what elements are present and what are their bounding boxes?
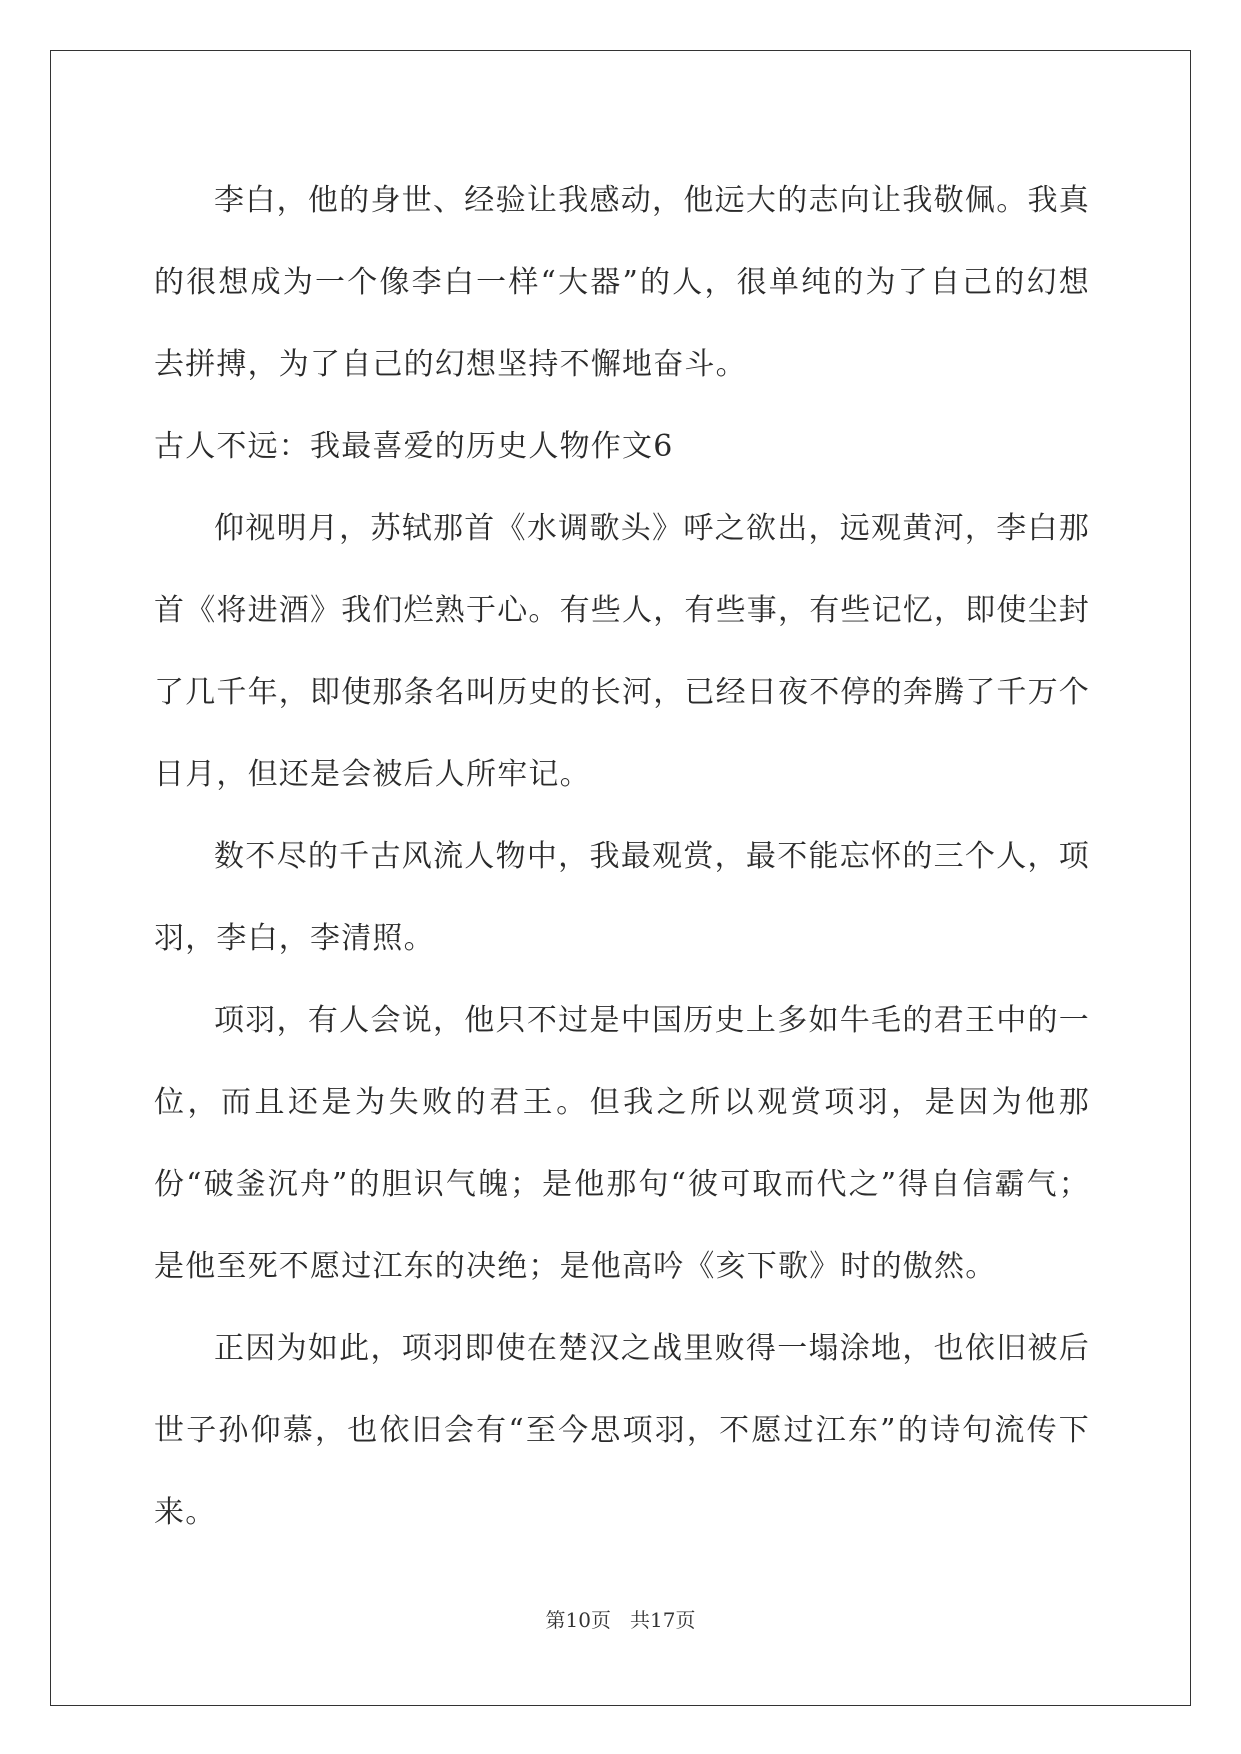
paragraph-xiang-yu-legacy: 正因为如此，项羽即使在楚汉之战里败得一塌涂地，也依旧被后世子孙仰慕，也依旧会有“至今思项羽，不愿过江东”的诗句流传下来。 [154, 1331, 1090, 1530]
paragraph-xiang-yu: 项羽，有人会说，他只不过是中国历史上多如牛毛的君王中的一位，而且还是为失败的君王。但我之所以观赏项羽，是因为他那份“破釜沉舟”的胆识气魄；是他那句“彼可取而代之”得自信霸气；是他至死不愿过江东的决绝；是他高吟《亥下歌》时的傲然。 [154, 1003, 1090, 1284]
paragraph-three-figures: 数不尽的千古风流人物中，我最观赏，最不能忘怀的三个人，项羽，李白，李清照。 [154, 839, 1090, 956]
page-number-suffix: 页 [675, 1608, 696, 1632]
paragraph-li-bai-admiration: 李白，他的身世、经验让我感动，他远大的志向让我敬佩。我真的很想成为一个像李白一样“大器”的人，很单纯的为了自己的幻想去拼搏，为了自己的幻想坚持不懈地奋斗。 [154, 183, 1090, 382]
section-heading: 古人不远：我最喜爱的历史人物作文6 [154, 429, 674, 464]
paragraph-intro-moon-river: 仰视明月，苏轼那首《水调歌头》呼之欲出，远观黄河，李白那首《将进酒》我们烂熟于心。有些人，有些事，有些记忆，即使尘封了几千年，即使那条名叫历史的长河，已经日夜不停的奔腾了千万个日月，但还是会被后人所牢记。 [154, 511, 1090, 792]
page-number-prefix: 第 [545, 1608, 566, 1632]
document-body [154, 160, 1090, 1554]
page-number-current: 10 [565, 1608, 591, 1632]
page-number-middle: 页 共 [590, 1608, 651, 1632]
page-footer [0, 1604, 1241, 1633]
page-number-total: 17 [650, 1608, 676, 1632]
